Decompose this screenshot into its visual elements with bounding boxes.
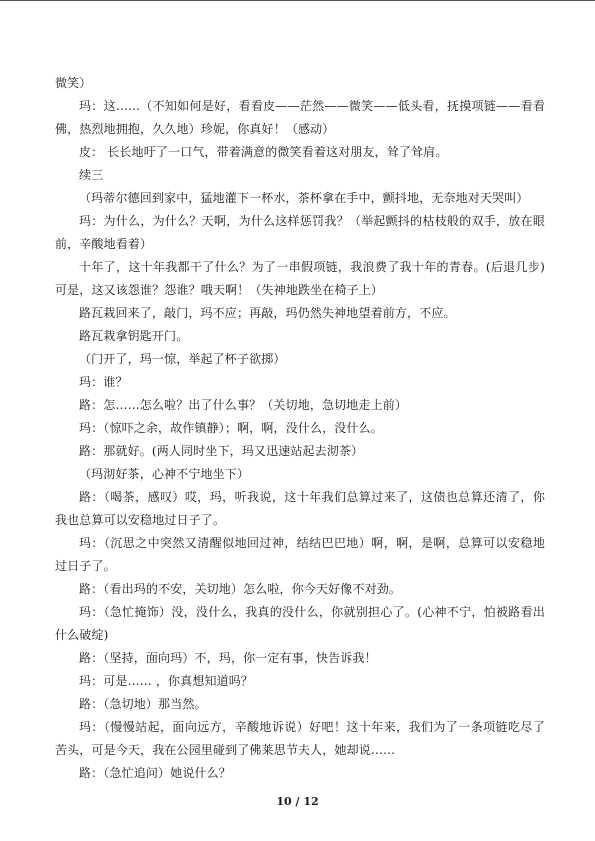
page-number: 10 / 12 — [276, 795, 319, 808]
paragraph: 路：那就好。(两人同时坐下，玛又迅速站起去沏茶） — [79, 444, 364, 458]
paragraph: 路：（急忙追问）她说什么？ — [79, 766, 231, 780]
paragraph: 路：（急切地）那当然。 — [79, 697, 207, 711]
paragraph: 路：（坚持，面向玛）不，玛，你一定有事，快告诉我！ — [79, 651, 377, 665]
paragraph: 十年了，这十年我都干了什么？为了一串假项链，我浪费了我十年的青春。(后退几步)可是，这又该怨谁？怨谁？哦天啊！（失神地跌坐在椅子上） — [55, 260, 545, 297]
document-body — [55, 72, 545, 785]
paragraph: 路：（喝茶，感叹）哎，玛，听我说，这十年我们总算过来了，这债也总算还清了，你我也总算可以安稳地过日子了。 — [55, 490, 545, 527]
paragraph: 玛：谁？ — [79, 375, 128, 389]
paragraph: 玛：为什么，为什么？天啊，为什么这样惩罚我？（举起颤抖的枯枝般的双手，放在眼前，辛酸地看着） — [55, 214, 545, 251]
paragraph: 玛：这……（不知如何是好，看看皮——茫然——微笑——低头看，抚摸项链——看看佛，热烈地拥抱，久久地）珍妮，你真好！（感动） — [55, 99, 545, 136]
paragraph: 玛：（沉思之中突然又清醒似地回过神，结结巴巴地）啊，啊，是啊，总算可以安稳地过日子了。 — [55, 536, 545, 573]
paragraph: 玛：（慢慢站起，面向远方，辛酸地诉说）好吧！这十年来，我们为了一条项链吃尽了苦头，可是今天，我在公园里碰到了佛莱思节夫人，她却说…… — [55, 720, 545, 757]
paragraph: 路瓦栽回来了，敲门，玛不应；再敲，玛仍然失神地望着前方，不应。 — [79, 306, 456, 320]
paragraph: 玛：（惊吓之余，故作镇静）；啊，啊，没什么，没什么。 — [79, 421, 383, 435]
paragraph: 皮： 长长地吁了一口气，带着满意的微笑看着这对朋友，耸了耸肩。 — [79, 145, 448, 159]
paragraph: 路：怎……怎么啦？出了什么事？（关切地，急切地走上前） — [79, 398, 408, 412]
stage-direction: （玛蒂尔德回到家中，猛地灌下一杯水，茶杯拿在手中，颤抖地，无奈地对天哭叫） — [79, 191, 529, 205]
paragraph: 微笑） — [55, 76, 92, 90]
paragraph: 路：（看出玛的不安，关切地）怎么啦，你今天好像不对劲。 — [79, 582, 402, 596]
paragraph: 玛：（急忙掩饰）没，没什么，我真的没什么，你就别担心了。(心神不宁，怕被路看出什么破绽) — [55, 605, 545, 642]
paragraph: 玛：可是…… ，你真想知道吗？ — [79, 674, 254, 688]
paragraph: 路瓦栽拿钥匙开门。 — [79, 329, 189, 343]
stage-direction: （玛沏好茶，心神不宁地坐下） — [79, 467, 250, 481]
stage-direction: （门开了，玛一惊，举起了杯子欲掷） — [79, 352, 286, 366]
header-rule — [0, 0, 595, 1]
section-heading: 续三 — [79, 168, 104, 182]
